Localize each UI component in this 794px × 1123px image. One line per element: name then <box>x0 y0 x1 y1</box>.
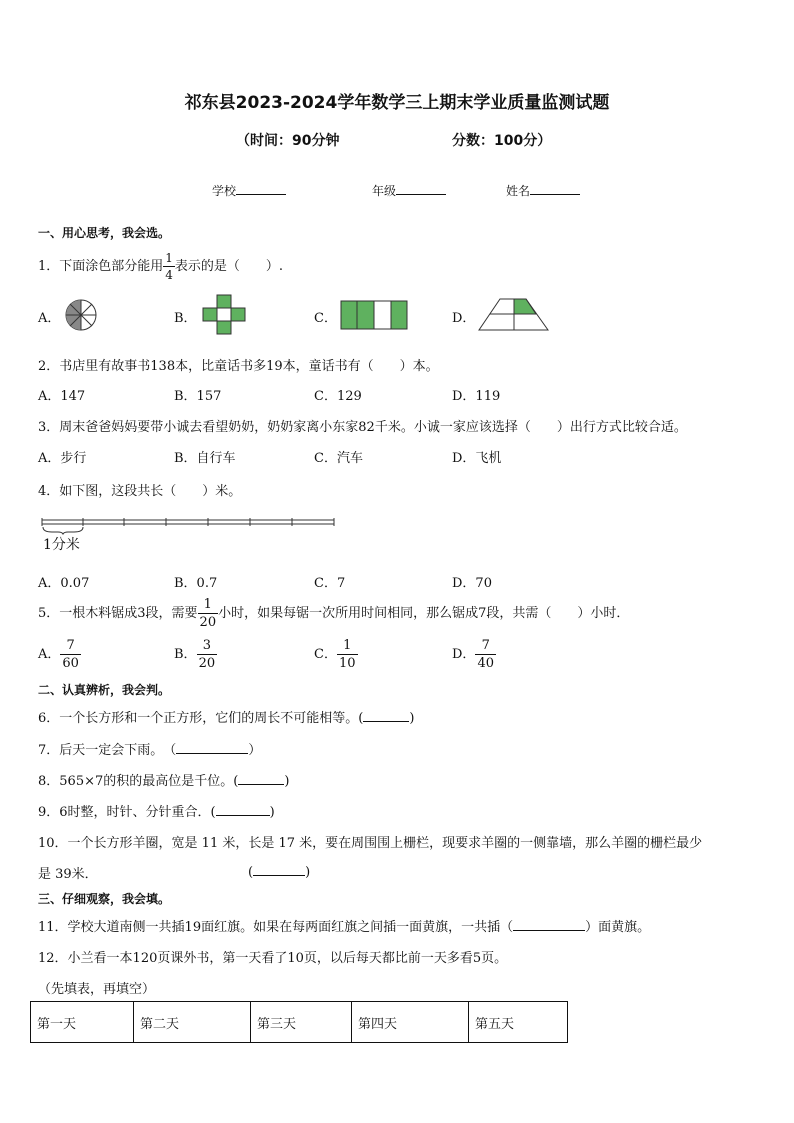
question-12: 12．小兰看一本120页课外书，第一天看了10页，以后每天都比前一天多看5页。 <box>38 951 508 966</box>
q12-fill-table <box>30 1001 568 1043</box>
q1-option-b-cross-figure <box>202 294 246 336</box>
q8-answer-blank[interactable] <box>238 772 284 785</box>
q5-option-b[interactable]: B． $\frac{3}{20}$ <box>174 638 216 671</box>
exam-time: （时间：90分钟 <box>236 133 340 149</box>
exam-score: 分数：100分） <box>452 133 552 149</box>
school-label: 学校 <box>212 184 237 198</box>
grade-blank[interactable] <box>396 182 446 195</box>
grade-label: 年级 <box>372 184 397 198</box>
q2-option-d[interactable]: D．119 <box>452 389 501 404</box>
section-3-heading: 三、仔细观察，我会填。 <box>38 892 171 906</box>
table-header-day-1: 第一天 <box>31 1002 134 1043</box>
question-2: 2．书店里有故事书138本，比童话书多19本，童话书有（ ）本。 <box>38 359 439 374</box>
q4-option-c[interactable]: C．7 <box>314 576 346 591</box>
q1-fraction: $\frac{1}{4}$ <box>165 251 173 282</box>
table-header-day-2: 第二天 <box>134 1002 251 1043</box>
question-3: 3．周末爸爸妈妈要带小诚去看望奶奶，奶奶家离小东家82千米。小诚一家应该选择（ ）出行方式比较合适。 <box>38 420 687 435</box>
q4-option-d[interactable]: D．70 <box>452 576 492 591</box>
q3-option-c[interactable]: C．汽车 <box>314 451 363 466</box>
q5-text-post: 小时，如果每锯一次所用时间相同，那么锯成7段，共需（ ）小时． <box>218 606 630 621</box>
q11-answer-blank[interactable] <box>513 918 585 931</box>
table-header-day-5: 第五天 <box>469 1002 568 1043</box>
question-9: 9．6时整，时针、分针重合．( ) <box>38 805 275 820</box>
q4-option-b[interactable]: B．0.7 <box>174 576 218 591</box>
question-1 <box>38 252 283 281</box>
q3-option-a[interactable]: A．步行 <box>38 451 87 466</box>
q9-answer-blank[interactable] <box>216 803 270 816</box>
q1-option-a-label[interactable]: A． <box>38 311 61 326</box>
question-11: 11．学校大道南侧一共插19面红旗。如果在每两面红旗之间插一面黄旗，一共插（ ）面黄旗。 <box>38 920 651 935</box>
q2-option-c[interactable]: C．129 <box>314 389 362 404</box>
table-header-day-3: 第三天 <box>251 1002 352 1043</box>
q4-option-a[interactable]: A．0.07 <box>38 576 90 591</box>
q10-answer: ( ) <box>248 865 311 880</box>
q1-text-post: 表示的是（ ）. <box>174 259 284 274</box>
q4-ruler-label: 1分米 <box>43 537 80 553</box>
section-2-heading: 二、认真辨析，我会判。 <box>38 683 171 697</box>
q2-option-a[interactable]: A．147 <box>38 389 86 404</box>
q12-note: （先填表，再填空） <box>38 982 156 997</box>
school-field[interactable] <box>212 182 286 199</box>
section-1-heading: 一、用心思考，我会选。 <box>38 226 171 240</box>
q6-answer-blank[interactable] <box>363 709 409 722</box>
grade-field[interactable] <box>372 182 446 199</box>
q1-option-d-trapezoid-figure <box>478 298 550 332</box>
question-7: 7．后天一定会下雨。 （ ） <box>38 743 262 758</box>
name-field[interactable] <box>506 182 580 199</box>
question-4: 4．如下图，这段共长（ ）米。 <box>38 484 242 499</box>
q1-option-c-bar-figure <box>340 300 408 330</box>
name-label: 姓名 <box>506 184 531 198</box>
q7-answer-blank[interactable] <box>176 741 248 754</box>
q1-text-pre: 1．下面涂色部分能用 <box>38 259 164 274</box>
q10-answer-blank[interactable] <box>253 863 305 876</box>
school-blank[interactable] <box>236 182 286 195</box>
q1-option-d-label[interactable]: D． <box>452 311 476 326</box>
question-8: 8．565×7的积的最高位是千位。( ) <box>38 774 290 789</box>
question-10-line-2: 是 39米． <box>38 867 98 882</box>
q3-option-d[interactable]: D．飞机 <box>452 451 502 466</box>
name-blank[interactable] <box>530 182 580 195</box>
q1-option-a-circle-figure <box>64 298 98 332</box>
q5-fraction: $\frac{1}{20}$ <box>199 597 217 630</box>
table-header-day-4: 第四天 <box>352 1002 469 1043</box>
q5-text-pre: 5．一根木料锯成3段，需要 <box>38 606 198 621</box>
q2-option-b[interactable]: B．157 <box>174 389 222 404</box>
q3-option-b[interactable]: B．自行车 <box>174 451 236 466</box>
question-5 <box>38 598 629 629</box>
exam-title: 祁东县2023-2024学年数学三上期末学业质量监测试题 <box>184 93 610 113</box>
question-10-line-1: 10．一个长方形羊圈，宽是 11 米，长是 17 米，要在周围围上栅栏，现要求羊圈的一侧靠墙，那么羊圈的栅栏最少 <box>38 836 703 851</box>
question-6: 6．一个长方形和一个正方形，它们的周长不可能相等。( ) <box>38 711 415 726</box>
q5-option-c[interactable]: C． $\frac{1}{10}$ <box>314 638 356 671</box>
table-row <box>31 1002 568 1043</box>
q5-option-a[interactable]: A． $\frac{7}{60}$ <box>38 638 79 671</box>
q4-ruler-figure <box>40 515 336 535</box>
q1-option-c-label[interactable]: C． <box>314 311 337 326</box>
q5-option-d[interactable]: D． $\frac{7}{40}$ <box>452 638 494 671</box>
q1-option-b-label[interactable]: B． <box>174 311 197 326</box>
